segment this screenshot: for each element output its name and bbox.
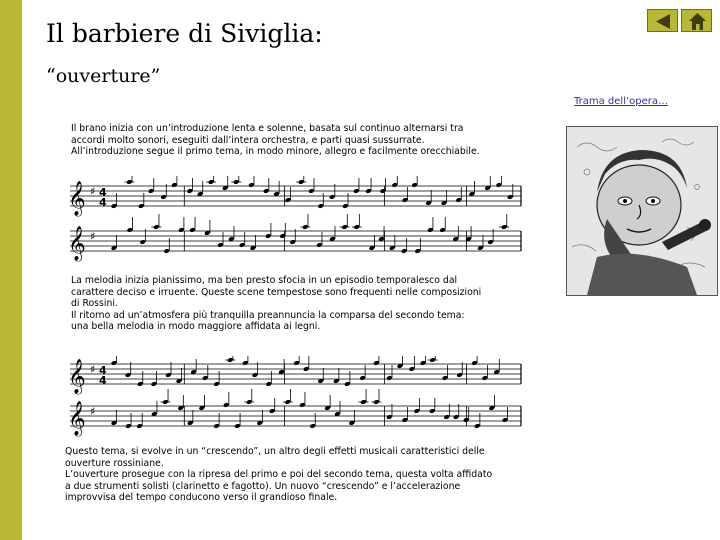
music-score-secondo-tema [66,356,526,442]
page-title: Il barbiere di Siviglia: [46,19,323,48]
paragraph-temporale: La melodia inizia pianissimo, ma ben presto sfocia in un episodio temporalesco dal carattere deciso e irruente. Queste scene tempestose sono frequenti nelle composizioni di Rossini. Il ritorno ad un’atmosfera più tranquilla preannuncia la comparsa del secondo tema: una bella melodia in modo maggiore affidata ai legni. [71,275,482,333]
page-subtitle: “ouverture” [46,65,161,87]
svg-text:4: 4 [99,364,107,377]
svg-text:♯: ♯ [90,230,96,243]
svg-text:4: 4 [99,196,107,209]
paragraph-intro: Il brano inizia con un’introduzione lenta e solenne, basata sul continuo alternarsi tra accordi molto sonori, eseguiti dall’intera orchestra, e parti quasi sussurrate. All’introduzione segue il primo tema, in modo minore, allegro e facilmente orecchiabile. [71,123,480,158]
svg-text:𝄞: 𝄞 [68,181,86,216]
music-score-primo-tema [66,176,526,266]
home-icon [682,10,713,33]
home-button[interactable] [681,9,712,32]
rossini-portrait [566,126,718,296]
paragraph-crescendo: Questo tema, si evolve in un “crescendo”, un altro degli effetti musicali caratteristici delle ouverture rossiniane. L’ouverture prosegue con la ripresa del primo e poi del secondo tema, questa volta affidato a due strumenti solisti (clarinetto e fagotto). Un nuovo “crescendo” e l’accelerazione improvvisa del tempo conducono verso il grandioso finale. [65,446,493,504]
back-button[interactable] [647,9,678,32]
rossini-caricature-image [567,127,717,295]
svg-text:♯: ♯ [90,405,96,418]
svg-text:♯: ♯ [90,363,96,376]
svg-text:4: 4 [99,186,107,199]
sidebar-accent-bar [0,0,22,540]
svg-text:♯: ♯ [90,185,96,198]
nav-buttons [647,9,717,34]
svg-text:𝄞: 𝄞 [68,401,86,436]
triangle-left-icon [648,10,679,33]
trama-link[interactable]: Trama dell’opera… [574,96,669,107]
svg-text:𝄞: 𝄞 [68,359,86,394]
svg-text:𝄞: 𝄞 [68,226,86,261]
svg-text:4: 4 [99,374,107,387]
